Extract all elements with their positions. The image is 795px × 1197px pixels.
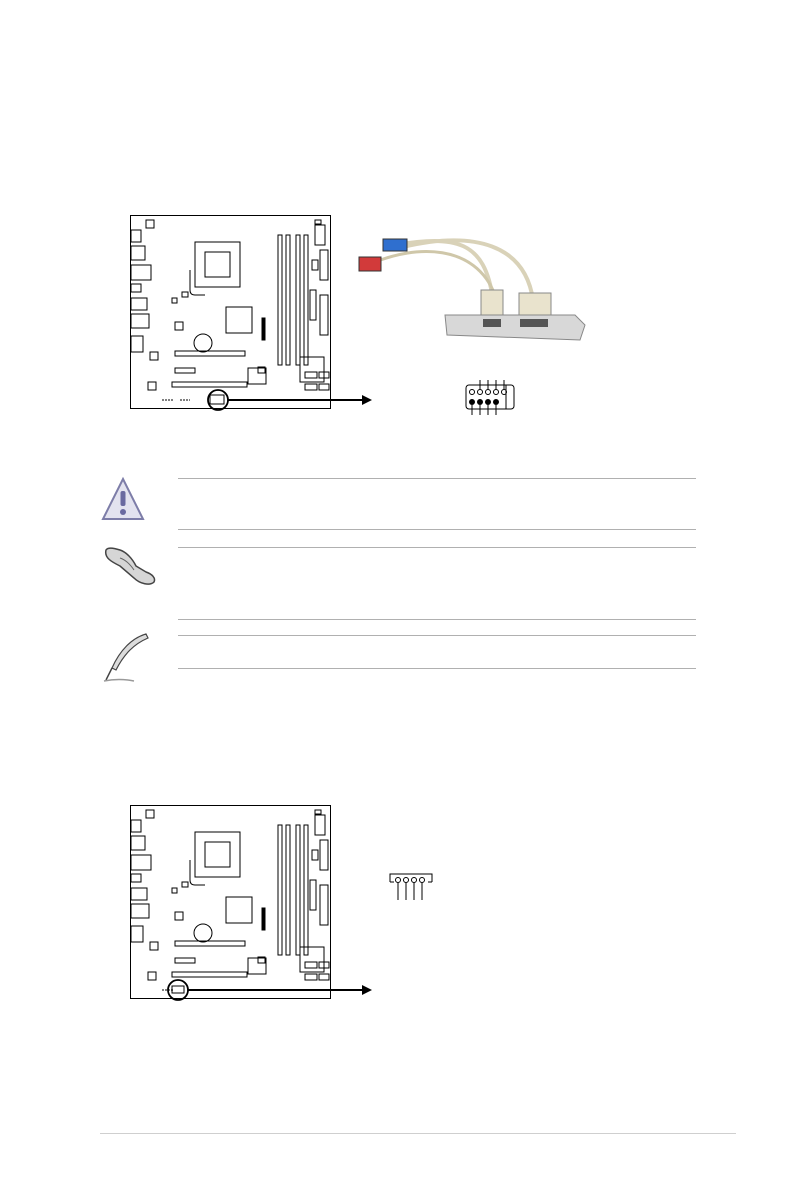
note-callout	[100, 630, 700, 685]
footer-rule	[100, 1133, 736, 1134]
quill-icon	[102, 632, 152, 684]
warning-bottom-rule	[178, 529, 696, 530]
motherboard-diagram-1	[130, 210, 380, 415]
important-top-rule	[178, 547, 696, 548]
warning-triangle-icon	[100, 476, 146, 522]
important-callout	[100, 540, 700, 625]
usb-bracket-image	[355, 215, 590, 345]
figure-usb-connector	[130, 210, 380, 415]
figure-bracket	[355, 215, 590, 345]
usb-pinout-diagram	[465, 380, 525, 425]
figure-usb-pinout	[465, 380, 525, 425]
figure-second-connector	[130, 800, 380, 1005]
important-bottom-rule	[178, 619, 696, 620]
note-top-rule	[178, 635, 696, 636]
figure-second-pinout	[388, 868, 443, 908]
note-bottom-rule	[178, 668, 696, 669]
second-pinout-diagram	[388, 868, 443, 908]
warning-callout	[100, 470, 700, 532]
warning-top-rule	[178, 478, 696, 479]
hand-icon	[100, 544, 156, 588]
motherboard-diagram-2	[130, 800, 380, 1005]
